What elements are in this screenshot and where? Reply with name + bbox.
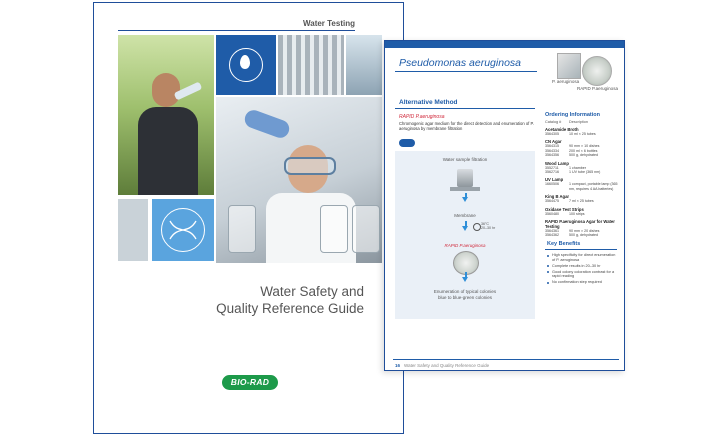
flow-step-membrane: Membrane [454,213,476,218]
page-title: Pseudomonas aeruginosa [399,57,522,69]
product-name: RAPID P.aeruginosa Agar for Water Testing [545,219,615,230]
petri-dish-thumbnail [582,56,612,86]
product-description: 500 g, dehydrated [569,233,598,238]
incubation-temp: 36°C [481,222,490,226]
arrow-down-icon [462,226,468,231]
petri-dish-thumbnail-label: RAPID P.aeruginosa [577,86,618,91]
rapid-heading: RAPID P.aeruginosa [399,114,445,120]
alt-method-rule [395,108,535,109]
building-photo [278,35,344,95]
product-entry [545,161,621,175]
bacteria-thumbnail-label: P. aeruginosa [552,79,580,84]
catalog-number: 3564361 [545,229,559,234]
product-row [545,212,621,216]
cover-title [204,283,364,317]
catalog-number: 3564475 [545,199,559,204]
incubation-time: 20–30 hr [481,226,496,231]
flow-step-sample: Water sample filtration [442,157,488,162]
product-name: UV Lamp [545,177,564,183]
product-name: CN Agar [545,139,562,145]
catalog-number: 3564315 [545,144,559,149]
catalog-number: 3564334 [545,148,559,153]
bio-rad-logo: BIO-RAD [222,375,278,390]
dna-icon [152,199,214,261]
catalog-number: 3560480 [545,211,559,216]
product-row [545,132,621,136]
product-entry [545,207,621,216]
filtration-device-icon [457,169,473,187]
key-benefits-list [547,253,619,286]
flow-step-rapid: RAPID P.aeruginosa [444,243,486,248]
sky-photo [346,35,382,95]
product-entry [545,127,621,136]
catalog-number: 3562716 [545,170,559,175]
cover-title-line2: Quality Reference Guide [216,301,364,316]
product-description: 90 mm × 20 dishes [569,229,600,234]
product-description: 90 mm × 10 dishes [569,144,600,149]
product-name: Wood Lamp [545,160,569,166]
product-row [545,170,621,174]
product-name: Acetamide Broth [545,127,579,132]
footer-rule [393,359,619,360]
enumeration-line2: blue to blue-green colonies [437,294,493,300]
title-rule [395,71,537,72]
product-description: 100 strips [569,211,585,216]
product-row [545,233,621,237]
product-description: 500 g, dehydrated [569,153,598,158]
flow-step-enumeration [395,289,535,300]
product-name: King B Agar [545,194,570,200]
ordering-list [545,127,621,241]
enumeration-line1: Enumeration of typical colonies [433,289,497,294]
cover-title-line1: Water Safety and [260,284,364,299]
cover-header-rule [118,30,355,31]
water-drop-icon [216,35,276,95]
filtration-base-icon [450,187,480,191]
key-benefits-heading: Key Benefits [547,241,581,247]
catalog-number: 1660506 [545,182,559,187]
man-drinking-water-photo [118,35,214,195]
product-description: 200 ml × 6 bottles [569,148,598,153]
benefit-item: Good colony coloration contrast for a rapid reading [547,270,619,279]
page-top-bar [385,41,624,48]
arrow-down-icon [462,197,468,202]
ordering-column-headers [545,120,588,124]
product-description: 1 compact, portable lamp (365 nm, requires 4 AA batteries) [569,182,618,191]
catalog-number: 3564362 [545,233,559,238]
bacteria-thumbnail [557,53,581,79]
scientist-lab-photo [216,97,382,263]
benefit-item: Complete results in 20–30 hr [547,264,619,269]
product-description: 7 ml × 25 tubes [569,199,594,204]
inner-page-spread [384,40,625,371]
clock-icon [473,223,481,231]
rapid-description: Chromogenic agar medium for the direct detection and enumeration of P. aeruginosa by membrane filtration [399,121,534,132]
column-catalog: Catalog # [545,120,562,124]
grey-photo-tile [118,199,148,261]
product-row [545,199,621,203]
cover-header: Water Testing [302,19,355,28]
incubation-conditions [481,222,495,231]
catalog-number: 3564305 [545,132,559,136]
catalog-number: 3552711 [545,165,559,170]
product-entry [545,194,621,203]
footer-text: Water Safety and Quality Reference Guide [404,363,490,368]
alternative-method-heading: Alternative Method [399,99,458,106]
benefit-item: High specificity for direct enumeration of P. aeruginosa [547,253,619,262]
catalog-number: 3564356 [545,153,559,158]
page-footer [395,363,489,368]
arrow-down-icon [462,277,468,282]
page-number: 16 [395,363,401,368]
method-logo-badge [399,139,415,147]
key-benefits-rule [545,249,617,250]
product-description: 1 chamber [569,165,586,170]
benefit-item: No confirmation step required [547,280,619,285]
product-name: Oxidase Test Strips [545,206,584,212]
workflow-diagram [395,151,535,319]
ordering-heading: Ordering Information [545,112,600,118]
product-description: 10 ml × 25 tubes [569,132,596,136]
guide-cover [93,2,404,434]
product-entry [545,139,621,157]
product-row [545,182,621,191]
column-description: Description [569,120,588,124]
product-entry [545,177,621,191]
product-entry [545,219,621,238]
product-row [545,153,621,157]
product-description: 1 UV tube (365 nm) [569,170,601,175]
